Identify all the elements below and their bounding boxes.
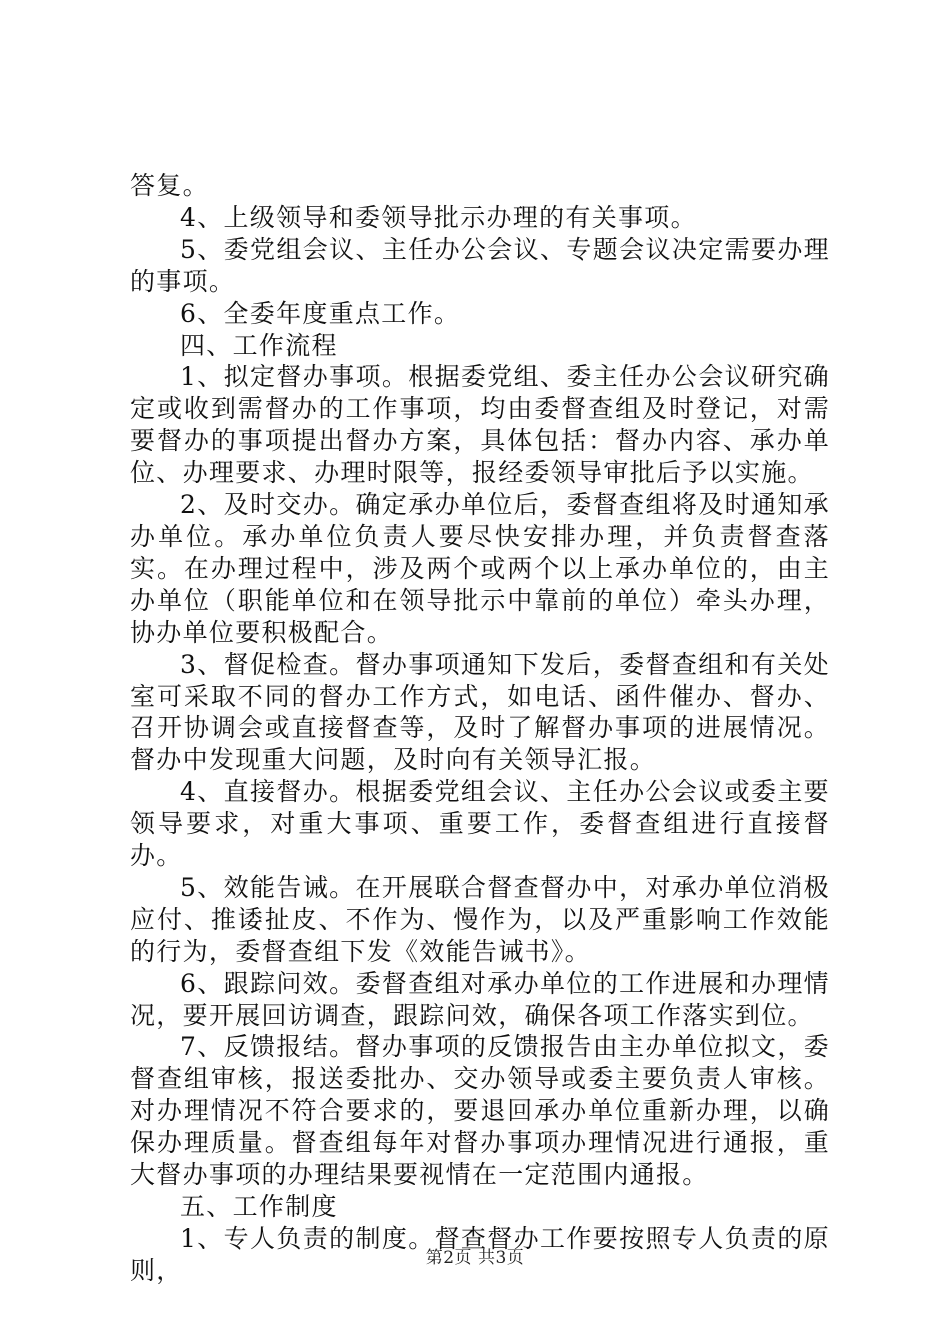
paragraph: 2、及时交办。确定承办单位后，委督查组将及时通知承办单位。承办单位负责人要尽快安排办理，并负责督查落实。在办理过程中，涉及两个或两个以上承办单位的，由主办单位（职能单位和在领导批示中靠前的单位）牵头办理，协办单位要积极配合。 [130, 490, 830, 647]
paragraph: 1、专人负责的制度。督查督办工作要按照专人负责的原则， [130, 1223, 830, 1285]
paragraph: 4、直接督办。根据委党组会议、主任办公会议或委主要领导要求，对重大事项、重要工作，委督查组进行直接督办。 [130, 777, 830, 871]
paragraph: 五、工作制度 [180, 1192, 338, 1221]
paragraph: 3、督促检查。督办事项通知下发后，委督查组和有关处室可采取不同的督办工作方式，如电话、函件催办、督办、召开协调会或直接督查等，及时了解督办事项的进展情况。督办中发现重大问题，及时向有关领导汇报。 [130, 649, 830, 775]
page-footer: 第2页 共3页 [425, 1248, 525, 1268]
paragraph: 6、跟踪问效。委督查组对承办单位的工作进展和办理情况，要开展回访调查，跟踪问效，确保各项工作落实到位。 [130, 968, 830, 1030]
paragraph: 5、效能告诫。在开展联合督查督办中，对承办单位消极应付、推诿扯皮、不作为、慢作为，以及严重影响工作效能的行为，委督查组下发《效能告诫书》。 [130, 872, 830, 966]
document-body [130, 170, 830, 1287]
paragraph: 6、全委年度重点工作。 [180, 298, 461, 328]
paragraph: 1、拟定督办事项。根据委党组、委主任办公会议研究确定或收到需督办的工作事项，均由委督查组及时登记，对需要督办的事项提出督办方案，具体包括：督办内容、承办单位、办理要求、办理时限等，报经委领导审批后予以实施。 [130, 362, 830, 488]
paragraph: 4、上级领导和委领导批示办理的有关事项。 [180, 202, 697, 232]
paragraph: 四、工作流程 [180, 330, 338, 360]
paragraph: 7、反馈报结。督办事项的反馈报告由主办单位拟文，委督查组审核，报送委批办、交办领导或委主要负责人审核。对办理情况不符合要求的，要退回承办单位重新办理，以确保办理质量。督查组每年对督办事项办理情况进行通报，重大督办事项的办理结果要视情在一定范围内通报。 [130, 1032, 830, 1190]
paragraph: 5、委党组会议、主任办公会议、专题会议决定需要办理的事项。 [130, 234, 830, 296]
paragraph: 答复。 [130, 171, 209, 200]
